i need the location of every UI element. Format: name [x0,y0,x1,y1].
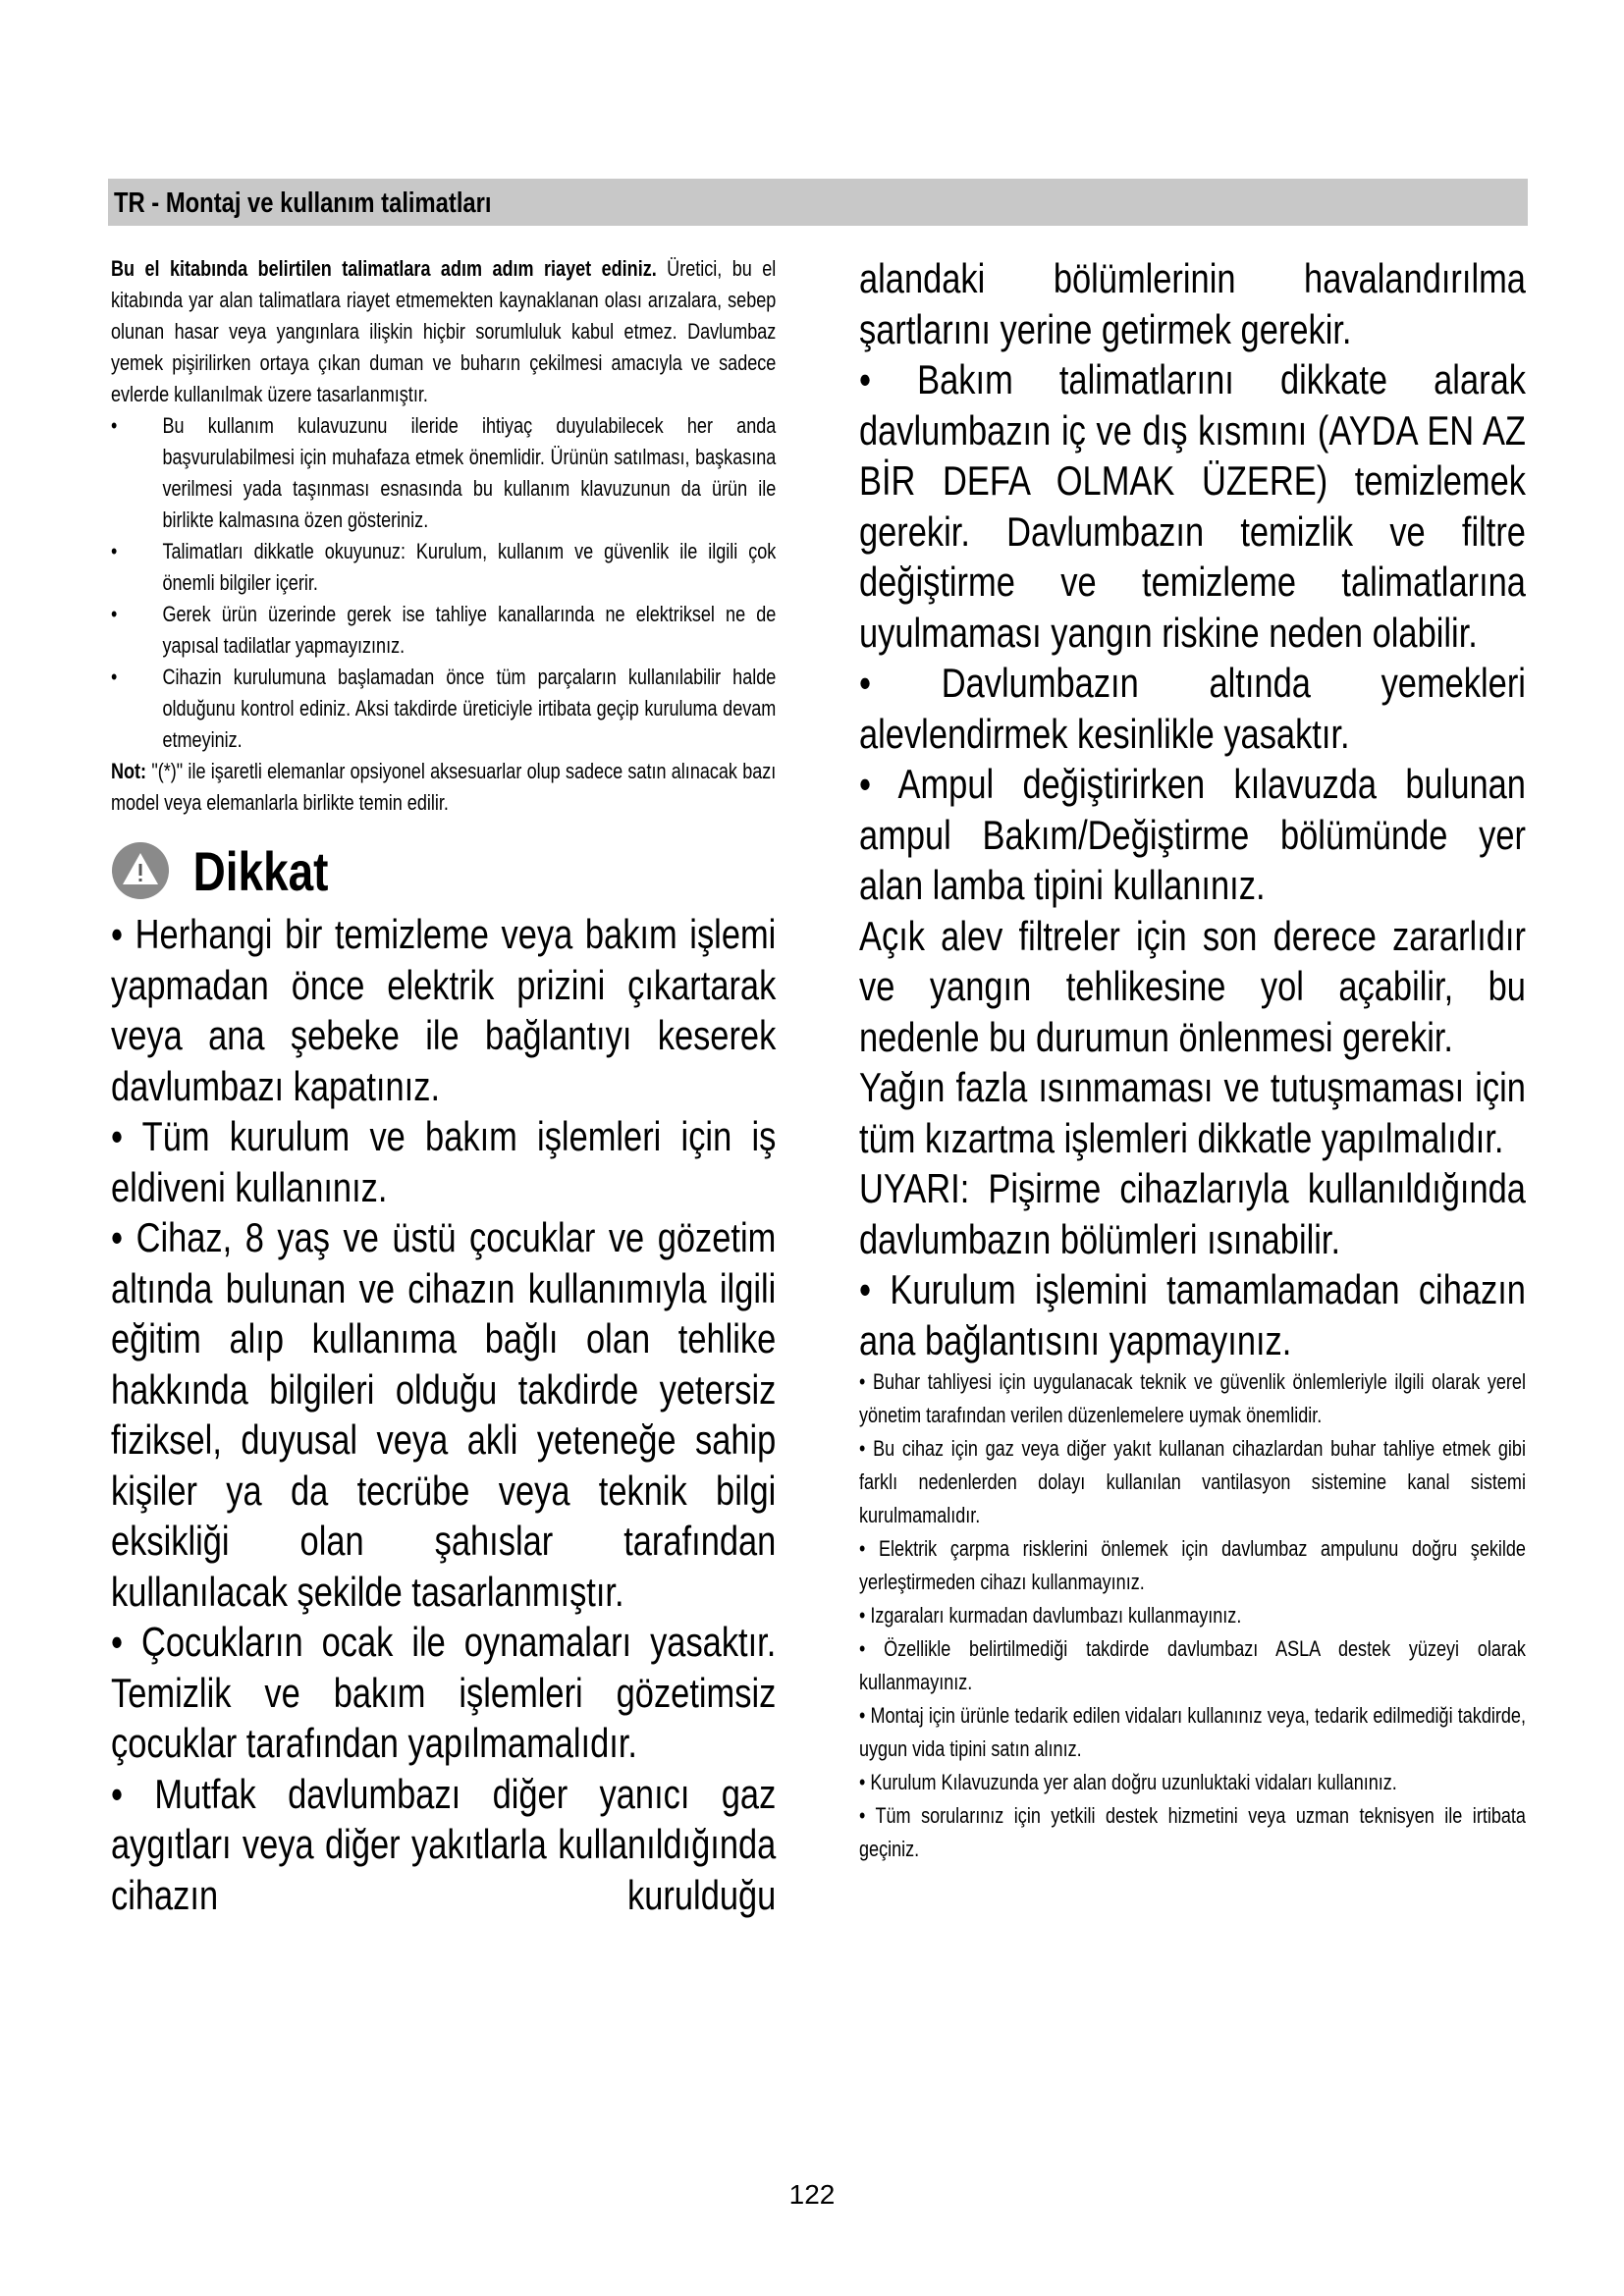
list-item [111,662,776,756]
warning-heading [111,840,776,901]
safety-note: • Elektrik çarpma risklerini önlemek için davlumbaz ampulunu doğru şekilde yerleştirmeden cihazı kullanmayınız. [859,1536,1526,1594]
list-item-text: Gerek ürün üzerinde gerek ise tahliye kanallarında ne elektriksel ne de yapısal tadilatlar yapmayızınız. [162,602,777,658]
bullet: • [111,602,118,626]
safety-note: • Izgaraları kurmadan davlumbazı kullanmayınız. [859,1603,1242,1628]
note-text: "(*)" ile işaretli elemanlar opsiyonel aksesuarlar olup sadece satın alınacak bazı model veya elemanlarla birlikte temin edilir. [111,759,777,815]
list-item-text: Talimatları dikkatle okuyunuz: Kurulum, kullanım ve güvenlik ile ilgili çok önemli bilgiler içerir. [162,539,777,595]
warning-paragraph: UYARI: Pişirme cihazlarıyla kullanıldığında davlumbazın bölümleri ısınabilir. [859,1165,1526,1262]
section-title: TR - Montaj ve kullanım talimatları [114,187,492,219]
safety-note: • Özellikle belirtilmediği takdirde davlumbazı ASLA destek yüzeyi olarak kullanmayınız. [859,1636,1526,1694]
list-item [111,410,776,536]
intro-bold: Bu el kitabında belirtilen talimatlara adım adım riayet ediniz. [111,256,657,281]
list-item [111,536,776,599]
bullet: • [111,665,118,689]
warning-paragraph: alandaki bölümlerinin havalandırılma şartlarını yerine getirmek gerekir. [859,255,1526,352]
warning-paragraph: • Davlumbazın altında yemekleri alevlendirmek kesinlikle yasaktır. [859,660,1526,757]
warning-paragraph: • Kurulum işlemini tamamlamadan cihazın ana bağlantısını yapmayınız. [859,1266,1526,1363]
safety-note: • Kurulum Kılavuzunda yer alan doğru uzunluktaki vidaları kullanınız. [859,1770,1397,1794]
intro-paragraph [111,253,776,410]
warning-paragraph: • Ampul değiştirirken kılavuzda bulunan ampul Bakım/Değiştirme bölümünde yer alan lamba tipini kullanınız. [859,761,1526,908]
list-item-text: Bu kullanım kulavuzunu ileride ihtiyaç duyulabilecek her anda başvurulabilmesi için muhafaza etmek önemlidir. Ürünün satılması, başkasına verilmesi yada taşınması esnasında bu kullanım klavuzunun da ürün ile birlikte kalmasına özen gösteriniz. [162,413,777,532]
note-paragraph [111,756,776,819]
warning-title: Dikkat [192,839,329,902]
warning-paragraph: • Çocukların ocak ile oynamaları yasaktır. Temizlik ve bakım işlemleri gözetimsiz çocuklar tarafından yapılmamalıdır. [111,1619,777,1766]
right-column [859,253,1526,1866]
bullet: • [111,539,118,563]
warning-paragraph: • Cihaz, 8 yaş ve üstü çocuklar ve gözetim altında bulunan ve cihazın kullanımıyla ilgili eğitim alıp kullanıma bağlı olan tehlike hakkında bilgileri olduğu takdirde yetersiz fiziksel, duyusal veya akli yeteneğe sahip kişiler ya da tecrübe veya teknik bilgi eksikliği olan şahıslar tarafından kullanılacak şekilde tasarlanmıştır. [111,1214,777,1615]
list-item [111,599,776,662]
warning-paragraph: Yağın fazla ısınmaması ve tutuşmaması için tüm kızartma işlemleri dikkatle yapılmalıdır. [859,1064,1526,1161]
safety-note: • Bu cihaz için gaz veya diğer yakıt kullanan cihazlardan buhar tahliye etmek gibi farklı nedenlerden dolayı kullanılan vantilasyon sistemine kanal sistemi kurulmamalıdır. [859,1436,1526,1527]
warning-paragraph: • Mutfak davlumbazı diğer yanıcı gaz aygıtları veya diğer yakıtlarla kullanıldığında cihazın kurulduğu [111,1770,777,1918]
warning-paragraph: • Herhangi bir temizleme veya bakım işlemi yapmadan önce elektrik prizini çıkartarak veya ana şebeke ile bağlantıyı keserek davlumbazı kapatınız. [111,911,777,1109]
safety-note: • Buhar tahliyesi için uygulanacak teknik ve güvenlik önlemleriyle ilgili olarak yerel yönetim tarafından verilen düzenlemelere uymak önemlidir. [859,1369,1526,1427]
warning-triangle-icon [111,841,170,900]
safety-note: • Tüm sorularınız için yetkili destek hizmetini veya uzman teknisyen ile irtibata geçiniz. [859,1803,1526,1861]
note-label: Not: [111,759,147,783]
left-column [111,253,776,1920]
list-item-text: Cihazin kurulumuna başlamadan önce tüm parçaların kullanılabilir halde olduğunu kontrol ediniz. Aksi takdirde üreticiyle irtibata geçip kuruluma devam etmeyiniz. [162,665,777,752]
safety-note: • Montaj için ürünle tedarik edilen vidaları kullanınız veya, tedarik edilmediği takdirde, uygun vida tipini satın alınız. [859,1703,1526,1761]
warning-paragraph: Açık alev filtreler için son derece zararlıdır ve yangın tehlikesine yol açabilir, bu nedenle bu durumun önlenmesi gerekir. [859,912,1526,1060]
warning-paragraph: • Tüm kurulum ve bakım işlemleri için iş eldiveni kullanınız. [111,1113,777,1210]
page-number: 122 [788,2179,836,2210]
section-header [108,179,1528,226]
intro-text: Üretici, bu el kitabında yar alan talimatlara riayet etmemekten kaynaklanan olası arızalara, sebep olunan hasar veya yangınlara ilişkin hiçbir sorumluluk kabul etmez. Davlumbaz yemek pişirilirken ortaya çıkan duman ve buharın çekilmesi amacıyla ve sadece evlerde kullanılmak üzere tasarlanmıştır. [111,256,777,406]
bullet: • [111,413,118,438]
warning-paragraph: • Bakım talimatlarını dikkate alarak davlumbazın iç ve dış kısmını (AYDA EN AZ BİR DEFA OLMAK ÜZERE) temizlemek gerekir. Davlumbazın temizlik ve filtre değiştirme ve temizleme talimatlarına uyulmaması yangın riskine neden olabilir. [859,356,1526,656]
